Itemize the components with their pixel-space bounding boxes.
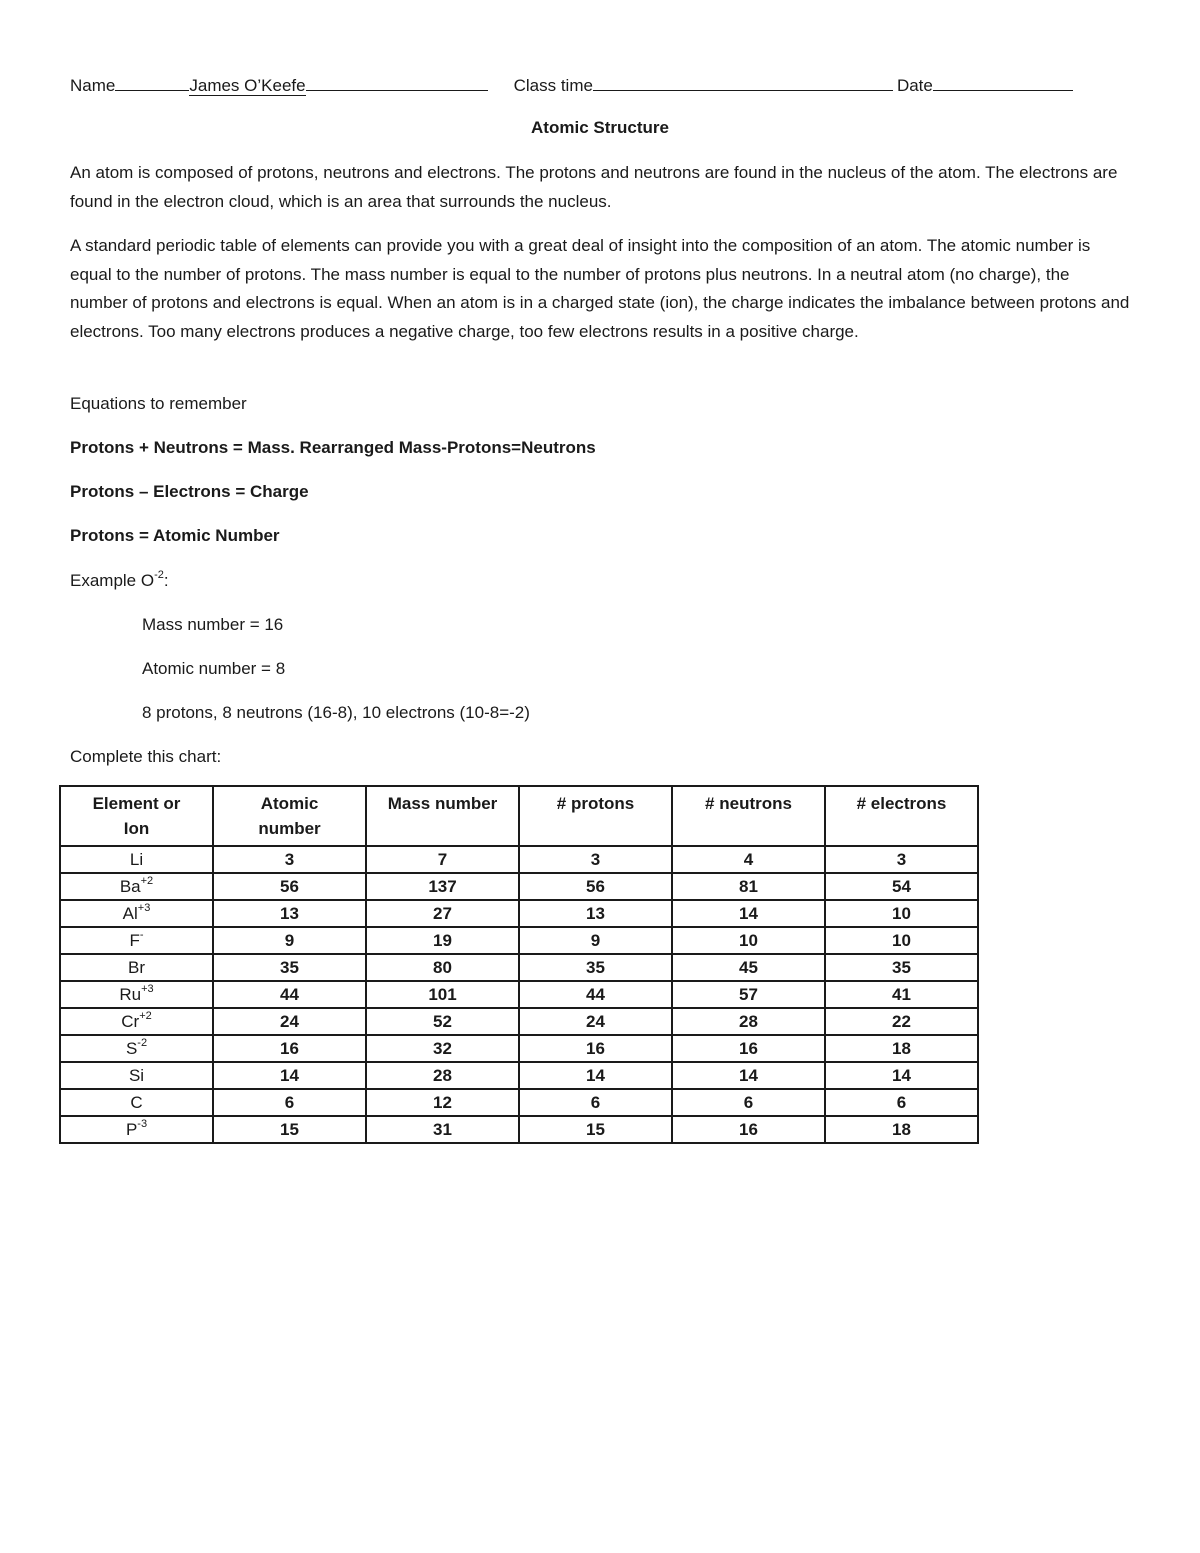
cell-protons: 56	[519, 873, 672, 900]
cell-mass-number: 32	[366, 1035, 519, 1062]
equation-charge: Protons – Electrons = Charge	[70, 482, 309, 501]
intro-paragraph: An atom is composed of protons, neutrons and electrons. The protons and neutrons are found in the nucleus of the atom. The electrons are found in the electron cloud, which is an area that surrounds the nucleus.	[70, 163, 1118, 211]
name-value: James O’Keefe	[189, 76, 306, 95]
equation-mass: Protons + Neutrons = Mass. Rearranged Mass-Protons=Neutrons	[70, 438, 596, 457]
header-row	[70, 74, 1073, 97]
name-blank-line-end	[306, 74, 488, 91]
cell-mass-number: 12	[366, 1089, 519, 1116]
example-atomic-number: Atomic number = 8	[142, 659, 286, 678]
header-electrons: # electrons	[825, 786, 978, 846]
periodic-table-paragraph: A standard periodic table of elements can provide you with a great deal of insight into the composition of an atom. The atomic number is equal to the number of protons. The mass number is equal to the number of protons plus neutrons. In a neutral atom (no charge), the number of protons and electrons is equal. When an atom is in a charged state (ion), the charge indicates the imbalance between protons and electrons. Too many electrons produces a negative charge, too few electrons results in a positive charge.	[70, 236, 1130, 341]
cell-element	[60, 1008, 213, 1035]
header-atomic-number: Atomic number	[213, 786, 366, 846]
example-heading	[70, 570, 169, 592]
cell-atomic-number: 44	[213, 981, 366, 1008]
table-row	[60, 1089, 978, 1116]
element-charge: +2	[140, 875, 154, 888]
element-symbol: Ru	[119, 985, 142, 1004]
cell-electrons: 35	[825, 954, 978, 981]
cell-protons: 16	[519, 1035, 672, 1062]
table-row	[60, 873, 978, 900]
cell-protons: 13	[519, 900, 672, 927]
element-symbol: F	[129, 931, 140, 950]
example-label: Example O	[70, 571, 155, 590]
cell-protons: 15	[519, 1116, 672, 1143]
cell-element	[60, 954, 213, 981]
header-mass-number: Mass number	[366, 786, 519, 846]
cell-protons: 44	[519, 981, 672, 1008]
cell-element	[60, 1116, 213, 1143]
element-symbol: Cr	[121, 1012, 140, 1031]
cell-atomic-number: 35	[213, 954, 366, 981]
cell-protons: 3	[519, 846, 672, 873]
element-charge: -3	[137, 1118, 148, 1131]
table-row	[60, 900, 978, 927]
header-element: Element or Ion	[60, 786, 213, 846]
table-header-row	[60, 786, 978, 846]
cell-mass-number: 27	[366, 900, 519, 927]
cell-neutrons: 6	[672, 1089, 825, 1116]
cell-element	[60, 1089, 213, 1116]
example-charge: -2	[154, 569, 164, 582]
cell-protons: 24	[519, 1008, 672, 1035]
cell-atomic-number: 13	[213, 900, 366, 927]
cell-electrons: 22	[825, 1008, 978, 1035]
element-charge: +2	[139, 1010, 152, 1023]
element-charge: +3	[141, 983, 154, 996]
cell-neutrons: 14	[672, 900, 825, 927]
table-row	[60, 927, 978, 954]
cell-atomic-number: 6	[213, 1089, 366, 1116]
cell-mass-number: 101	[366, 981, 519, 1008]
cell-electrons: 18	[825, 1116, 978, 1143]
table-row	[60, 981, 978, 1008]
cell-element	[60, 927, 213, 954]
cell-electrons: 18	[825, 1035, 978, 1062]
cell-neutrons: 45	[672, 954, 825, 981]
cell-element	[60, 900, 213, 927]
table-row	[60, 846, 978, 873]
chart-intro: Complete this chart:	[70, 747, 222, 766]
table-row	[60, 1062, 978, 1089]
element-symbol: Al	[122, 904, 138, 923]
cell-electrons: 54	[825, 873, 978, 900]
cell-neutrons: 16	[672, 1035, 825, 1062]
equations-heading: Equations to remember	[70, 394, 247, 413]
cell-mass-number: 7	[366, 846, 519, 873]
class-time-label: Class time	[513, 76, 593, 95]
cell-neutrons: 28	[672, 1008, 825, 1035]
element-symbol: Br	[128, 958, 145, 977]
table-row	[60, 1035, 978, 1062]
table-row	[60, 1116, 978, 1143]
cell-electrons: 41	[825, 981, 978, 1008]
date-blank-line	[933, 74, 1073, 91]
cell-atomic-number: 56	[213, 873, 366, 900]
cell-electrons: 3	[825, 846, 978, 873]
example-particle-counts: 8 protons, 8 neutrons (16-8), 10 electrons (10-8=-2)	[142, 703, 530, 722]
element-symbol: Li	[129, 850, 144, 869]
element-symbol: S	[125, 1039, 138, 1058]
header-protons: # protons	[519, 786, 672, 846]
cell-neutrons: 81	[672, 873, 825, 900]
class-time-blank-line	[593, 74, 893, 91]
cell-element	[60, 1062, 213, 1089]
cell-protons: 35	[519, 954, 672, 981]
element-symbol: P	[125, 1120, 138, 1139]
example-mass-number: Mass number = 16	[142, 615, 284, 634]
cell-neutrons: 10	[672, 927, 825, 954]
cell-mass-number: 52	[366, 1008, 519, 1035]
atomic-chart-table	[59, 785, 979, 1144]
header-neutrons: # neutrons	[672, 786, 825, 846]
cell-atomic-number: 15	[213, 1116, 366, 1143]
cell-atomic-number: 14	[213, 1062, 366, 1089]
cell-neutrons: 4	[672, 846, 825, 873]
element-symbol: Si	[128, 1066, 145, 1085]
cell-neutrons: 14	[672, 1062, 825, 1089]
page-title: Atomic Structure	[531, 118, 669, 137]
table-row	[60, 954, 978, 981]
cell-protons: 9	[519, 927, 672, 954]
cell-element	[60, 981, 213, 1008]
date-label: Date	[896, 76, 933, 95]
element-charge: -	[139, 929, 144, 942]
element-symbol: Ba	[119, 877, 141, 896]
element-charge: -2	[137, 1037, 148, 1050]
cell-protons: 14	[519, 1062, 672, 1089]
name-blank-line	[115, 74, 189, 91]
cell-atomic-number: 16	[213, 1035, 366, 1062]
cell-element	[60, 873, 213, 900]
cell-electrons: 14	[825, 1062, 978, 1089]
cell-element	[60, 846, 213, 873]
cell-electrons: 6	[825, 1089, 978, 1116]
cell-electrons: 10	[825, 900, 978, 927]
cell-neutrons: 16	[672, 1116, 825, 1143]
cell-protons: 6	[519, 1089, 672, 1116]
cell-mass-number: 28	[366, 1062, 519, 1089]
cell-mass-number: 19	[366, 927, 519, 954]
cell-mass-number: 80	[366, 954, 519, 981]
cell-neutrons: 57	[672, 981, 825, 1008]
element-charge: +3	[137, 902, 151, 915]
name-label: Name	[70, 76, 116, 95]
element-symbol: C	[130, 1093, 143, 1112]
example-colon: :	[163, 571, 169, 590]
cell-mass-number: 137	[366, 873, 519, 900]
cell-atomic-number: 24	[213, 1008, 366, 1035]
cell-atomic-number: 3	[213, 846, 366, 873]
equation-atomic-number: Protons = Atomic Number	[70, 526, 280, 545]
cell-mass-number: 31	[366, 1116, 519, 1143]
table-row	[60, 1008, 978, 1035]
cell-atomic-number: 9	[213, 927, 366, 954]
cell-element	[60, 1035, 213, 1062]
cell-electrons: 10	[825, 927, 978, 954]
